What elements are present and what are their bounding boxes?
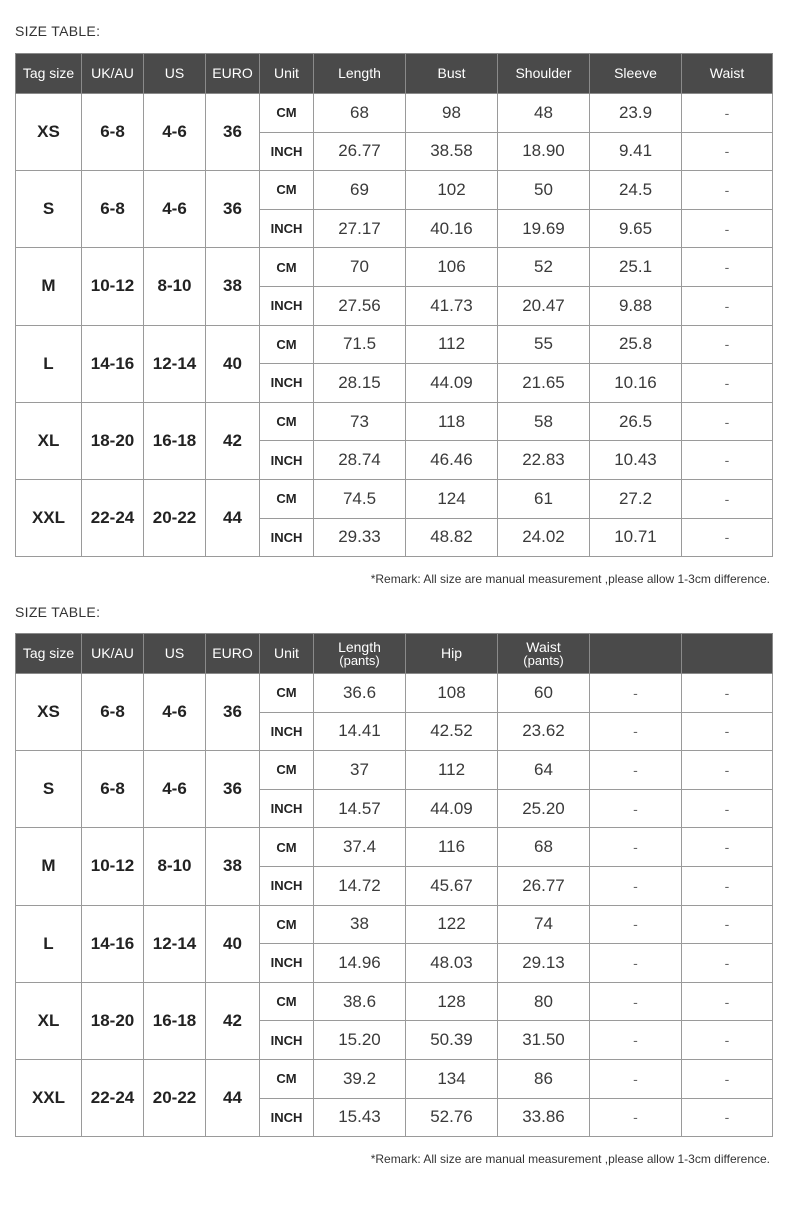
column-header-label: Length	[338, 638, 381, 655]
column-header-label: Length	[338, 65, 381, 81]
uk-au-size-cell: 10-12	[82, 248, 144, 325]
measurement-cell: 23.9	[590, 94, 682, 133]
measurement-cell: -	[590, 751, 682, 790]
measurement-cell: 9.65	[590, 209, 682, 248]
measurement-cell: 118	[406, 402, 498, 441]
table-row	[16, 674, 773, 713]
column-header-label: Tag size	[22, 65, 75, 81]
column-header-label: Waist	[709, 65, 745, 81]
measurement-cell: -	[682, 905, 773, 944]
table-row	[16, 479, 773, 518]
section-title: SIZE TABLE:	[15, 604, 101, 620]
unit-cell: CM	[260, 1059, 314, 1098]
uk-au-size-cell: 18-20	[82, 402, 144, 479]
measurement-cell: 19.69	[498, 209, 590, 248]
measurement-cell: 10.16	[590, 364, 682, 403]
euro-size-cell: 40	[206, 325, 260, 402]
uk-au-size-cell: 14-16	[82, 905, 144, 982]
us-size-cell: 4-6	[144, 94, 206, 171]
measurement-cell: 10.71	[590, 518, 682, 557]
table-row	[16, 94, 773, 133]
measurement-cell: 14.96	[314, 944, 406, 983]
us-size-cell: 4-6	[144, 751, 206, 828]
measurement-cell: -	[590, 1059, 682, 1098]
column-header	[260, 54, 314, 94]
table-row	[16, 171, 773, 210]
measurement-cell: 38.58	[406, 132, 498, 171]
us-size-cell: 16-18	[144, 982, 206, 1059]
tag-size-cell: M	[16, 828, 82, 905]
unit-cell: CM	[260, 982, 314, 1021]
column-header-label: Unit	[274, 645, 299, 661]
measurement-cell: 25.1	[590, 248, 682, 287]
measurement-cell: 60	[498, 674, 590, 713]
measurement-cell: 31.50	[498, 1021, 590, 1060]
column-header-label: UK/AU	[91, 645, 134, 661]
unit-cell: INCH	[260, 866, 314, 905]
measurement-cell: 38.6	[314, 982, 406, 1021]
measurement-cell: 26.77	[498, 866, 590, 905]
size-table	[15, 53, 773, 557]
us-size-cell: 4-6	[144, 674, 206, 751]
column-header	[144, 54, 206, 94]
column-header	[498, 54, 590, 94]
measurement-cell: 24.5	[590, 171, 682, 210]
column-header	[406, 54, 498, 94]
column-header-label: Tag size	[22, 645, 75, 661]
tag-size-cell: L	[16, 325, 82, 402]
measurement-cell: -	[682, 944, 773, 983]
measurement-cell: -	[682, 325, 773, 364]
uk-au-size-cell: 6-8	[82, 94, 144, 171]
uk-au-size-cell: 6-8	[82, 674, 144, 751]
column-header-label: Bust	[437, 65, 466, 81]
column-header	[206, 634, 260, 674]
measurement-cell: 52	[498, 248, 590, 287]
tag-size-cell: XXL	[16, 1059, 82, 1136]
measurement-cell: -	[682, 479, 773, 518]
measurement-cell: 124	[406, 479, 498, 518]
unit-cell: CM	[260, 248, 314, 287]
measurement-cell: 15.20	[314, 1021, 406, 1060]
measurement-cell: 27.56	[314, 286, 406, 325]
measurement-cell: 26.5	[590, 402, 682, 441]
table-row	[16, 905, 773, 944]
measurement-cell: 37.4	[314, 828, 406, 867]
measurement-cell: 26.77	[314, 132, 406, 171]
us-size-cell: 20-22	[144, 1059, 206, 1136]
column-header	[16, 634, 82, 674]
measurement-cell: 70	[314, 248, 406, 287]
uk-au-size-cell: 18-20	[82, 982, 144, 1059]
euro-size-cell: 44	[206, 479, 260, 556]
euro-size-cell: 36	[206, 674, 260, 751]
header-row	[16, 54, 773, 94]
measurement-cell: 23.62	[498, 712, 590, 751]
column-header-sublabel: (pants)	[339, 652, 380, 668]
measurement-cell: 27.17	[314, 209, 406, 248]
measurement-cell: 48.82	[406, 518, 498, 557]
measurement-cell: 9.41	[590, 132, 682, 171]
unit-cell: CM	[260, 325, 314, 364]
us-size-cell: 12-14	[144, 905, 206, 982]
column-header	[206, 54, 260, 94]
table-row	[16, 402, 773, 441]
tag-size-cell: L	[16, 905, 82, 982]
column-header-label: EURO	[212, 65, 253, 81]
unit-cell: INCH	[260, 712, 314, 751]
unit-cell: INCH	[260, 132, 314, 171]
measurement-cell: 38	[314, 905, 406, 944]
section-title: SIZE TABLE:	[15, 23, 101, 39]
measurement-cell: -	[682, 789, 773, 828]
measurement-cell: 52.76	[406, 1098, 498, 1137]
measurement-cell: 134	[406, 1059, 498, 1098]
us-size-cell: 16-18	[144, 402, 206, 479]
measurement-cell: -	[682, 248, 773, 287]
measurement-cell: 45.67	[406, 866, 498, 905]
unit-cell: INCH	[260, 364, 314, 403]
tag-size-cell: XXL	[16, 479, 82, 556]
measurement-cell: -	[682, 402, 773, 441]
measurement-cell: 14.41	[314, 712, 406, 751]
euro-size-cell: 42	[206, 982, 260, 1059]
measurement-cell: 74	[498, 905, 590, 944]
measurement-cell: -	[682, 674, 773, 713]
unit-cell: CM	[260, 674, 314, 713]
unit-cell: INCH	[260, 1021, 314, 1060]
measurement-cell: 24.02	[498, 518, 590, 557]
measurement-cell: -	[682, 518, 773, 557]
column-header	[82, 54, 144, 94]
uk-au-size-cell: 22-24	[82, 479, 144, 556]
measurement-cell: 73	[314, 402, 406, 441]
measurement-cell: -	[682, 441, 773, 480]
column-header	[260, 634, 314, 674]
us-size-cell: 8-10	[144, 828, 206, 905]
tag-size-cell: M	[16, 248, 82, 325]
measurement-cell: -	[590, 674, 682, 713]
uk-au-size-cell: 22-24	[82, 1059, 144, 1136]
measurement-cell: 36.6	[314, 674, 406, 713]
measurement-cell: 14.72	[314, 866, 406, 905]
measurement-cell: 25.8	[590, 325, 682, 364]
remark-text: *Remark: All size are manual measurement ,please allow 1-3cm difference.	[370, 572, 770, 586]
measurement-cell: 27.2	[590, 479, 682, 518]
unit-cell: INCH	[260, 789, 314, 828]
measurement-cell: -	[682, 828, 773, 867]
us-size-cell: 4-6	[144, 171, 206, 248]
measurement-cell: 14.57	[314, 789, 406, 828]
column-header	[16, 54, 82, 94]
table-row	[16, 751, 773, 790]
table-row	[16, 1059, 773, 1098]
uk-au-size-cell: 6-8	[82, 171, 144, 248]
unit-cell: CM	[260, 479, 314, 518]
unit-cell: INCH	[260, 518, 314, 557]
measurement-cell: 28.74	[314, 441, 406, 480]
measurement-cell: 29.13	[498, 944, 590, 983]
measurement-cell: -	[682, 866, 773, 905]
measurement-cell: 86	[498, 1059, 590, 1098]
measurement-cell: -	[682, 751, 773, 790]
measurement-cell: -	[590, 905, 682, 944]
measurement-cell: 106	[406, 248, 498, 287]
measurement-cell: 42.52	[406, 712, 498, 751]
euro-size-cell: 40	[206, 905, 260, 982]
measurement-cell: 28.15	[314, 364, 406, 403]
measurement-cell: 74.5	[314, 479, 406, 518]
table-row	[16, 982, 773, 1021]
measurement-cell: 15.43	[314, 1098, 406, 1137]
unit-cell: INCH	[260, 209, 314, 248]
table-row	[16, 325, 773, 364]
tag-size-cell: XL	[16, 982, 82, 1059]
measurement-cell: 10.43	[590, 441, 682, 480]
tag-size-cell: XS	[16, 94, 82, 171]
measurement-cell: -	[682, 1021, 773, 1060]
column-header	[144, 634, 206, 674]
column-header	[498, 634, 590, 674]
measurement-cell: 98	[406, 94, 498, 133]
measurement-cell: -	[682, 171, 773, 210]
unit-cell: INCH	[260, 441, 314, 480]
column-header-label: EURO	[212, 645, 253, 661]
measurement-cell: 39.2	[314, 1059, 406, 1098]
column-header	[406, 634, 498, 674]
tag-size-cell: XS	[16, 674, 82, 751]
column-header-label: Unit	[274, 65, 299, 81]
remark-text: *Remark: All size are manual measurement ,please allow 1-3cm difference.	[370, 1152, 770, 1166]
measurement-cell: 40.16	[406, 209, 498, 248]
measurement-cell: 112	[406, 325, 498, 364]
tag-size-cell: S	[16, 751, 82, 828]
measurement-cell: 33.86	[498, 1098, 590, 1137]
unit-cell: INCH	[260, 1098, 314, 1137]
measurement-cell: 50	[498, 171, 590, 210]
column-header-label: Waist	[526, 638, 561, 655]
column-header	[682, 54, 773, 94]
size-table	[15, 633, 773, 1137]
measurement-cell: -	[590, 789, 682, 828]
unit-cell: CM	[260, 402, 314, 441]
measurement-cell: 50.39	[406, 1021, 498, 1060]
measurement-cell: 48.03	[406, 944, 498, 983]
measurement-cell: 71.5	[314, 325, 406, 364]
euro-size-cell: 38	[206, 828, 260, 905]
unit-cell: INCH	[260, 944, 314, 983]
measurement-cell: 29.33	[314, 518, 406, 557]
column-header-label: US	[164, 645, 185, 661]
column-header	[682, 634, 773, 674]
measurement-cell: -	[682, 94, 773, 133]
measurement-cell: 48	[498, 94, 590, 133]
column-header-label: Sleeve	[614, 65, 657, 81]
table-row	[16, 828, 773, 867]
column-header-label: UK/AU	[91, 65, 134, 81]
euro-size-cell: 36	[206, 171, 260, 248]
measurement-cell: 116	[406, 828, 498, 867]
measurement-cell: 37	[314, 751, 406, 790]
measurement-cell: 25.20	[498, 789, 590, 828]
euro-size-cell: 36	[206, 94, 260, 171]
us-size-cell: 8-10	[144, 248, 206, 325]
measurement-cell: 80	[498, 982, 590, 1021]
unit-cell: CM	[260, 171, 314, 210]
measurement-cell: -	[682, 1098, 773, 1137]
column-header	[590, 54, 682, 94]
us-size-cell: 20-22	[144, 479, 206, 556]
measurement-cell: -	[590, 982, 682, 1021]
measurement-cell: 22.83	[498, 441, 590, 480]
euro-size-cell: 38	[206, 248, 260, 325]
uk-au-size-cell: 14-16	[82, 325, 144, 402]
measurement-cell: 9.88	[590, 286, 682, 325]
measurement-cell: -	[682, 712, 773, 751]
measurement-cell: 20.47	[498, 286, 590, 325]
measurement-cell: -	[682, 286, 773, 325]
column-header	[82, 634, 144, 674]
measurement-cell: 112	[406, 751, 498, 790]
column-header	[314, 54, 406, 94]
tag-size-cell: XL	[16, 402, 82, 479]
header-row	[16, 634, 773, 674]
measurement-cell: 61	[498, 479, 590, 518]
measurement-cell: -	[682, 1059, 773, 1098]
unit-cell: CM	[260, 828, 314, 867]
uk-au-size-cell: 10-12	[82, 828, 144, 905]
column-header	[590, 634, 682, 674]
measurement-cell: 44.09	[406, 789, 498, 828]
measurement-cell: 68	[498, 828, 590, 867]
measurement-cell: -	[590, 1098, 682, 1137]
measurement-cell: -	[682, 132, 773, 171]
measurement-cell: 102	[406, 171, 498, 210]
measurement-cell: -	[682, 209, 773, 248]
tag-size-cell: S	[16, 171, 82, 248]
measurement-cell: -	[682, 364, 773, 403]
measurement-cell: -	[682, 982, 773, 1021]
measurement-cell: -	[590, 1021, 682, 1060]
measurement-cell: 46.46	[406, 441, 498, 480]
euro-size-cell: 36	[206, 751, 260, 828]
measurement-cell: 44.09	[406, 364, 498, 403]
euro-size-cell: 44	[206, 1059, 260, 1136]
column-header-sublabel: (pants)	[523, 652, 564, 668]
measurement-cell: 41.73	[406, 286, 498, 325]
measurement-cell: 55	[498, 325, 590, 364]
measurement-cell: 108	[406, 674, 498, 713]
column-header	[314, 634, 406, 674]
measurement-cell: -	[590, 944, 682, 983]
unit-cell: INCH	[260, 286, 314, 325]
unit-cell: CM	[260, 94, 314, 133]
column-header-label: US	[164, 65, 185, 81]
measurement-cell: -	[590, 828, 682, 867]
us-size-cell: 12-14	[144, 325, 206, 402]
measurement-cell: 21.65	[498, 364, 590, 403]
measurement-cell: 64	[498, 751, 590, 790]
unit-cell: CM	[260, 751, 314, 790]
measurement-cell: 68	[314, 94, 406, 133]
table-row	[16, 248, 773, 287]
uk-au-size-cell: 6-8	[82, 751, 144, 828]
unit-cell: CM	[260, 905, 314, 944]
measurement-cell: 69	[314, 171, 406, 210]
column-header-label: Shoulder	[515, 65, 572, 81]
column-header-label: Hip	[440, 645, 462, 661]
measurement-cell: 18.90	[498, 132, 590, 171]
measurement-cell: -	[590, 712, 682, 751]
measurement-cell: -	[590, 866, 682, 905]
measurement-cell: 128	[406, 982, 498, 1021]
measurement-cell: 122	[406, 905, 498, 944]
euro-size-cell: 42	[206, 402, 260, 479]
measurement-cell: 58	[498, 402, 590, 441]
